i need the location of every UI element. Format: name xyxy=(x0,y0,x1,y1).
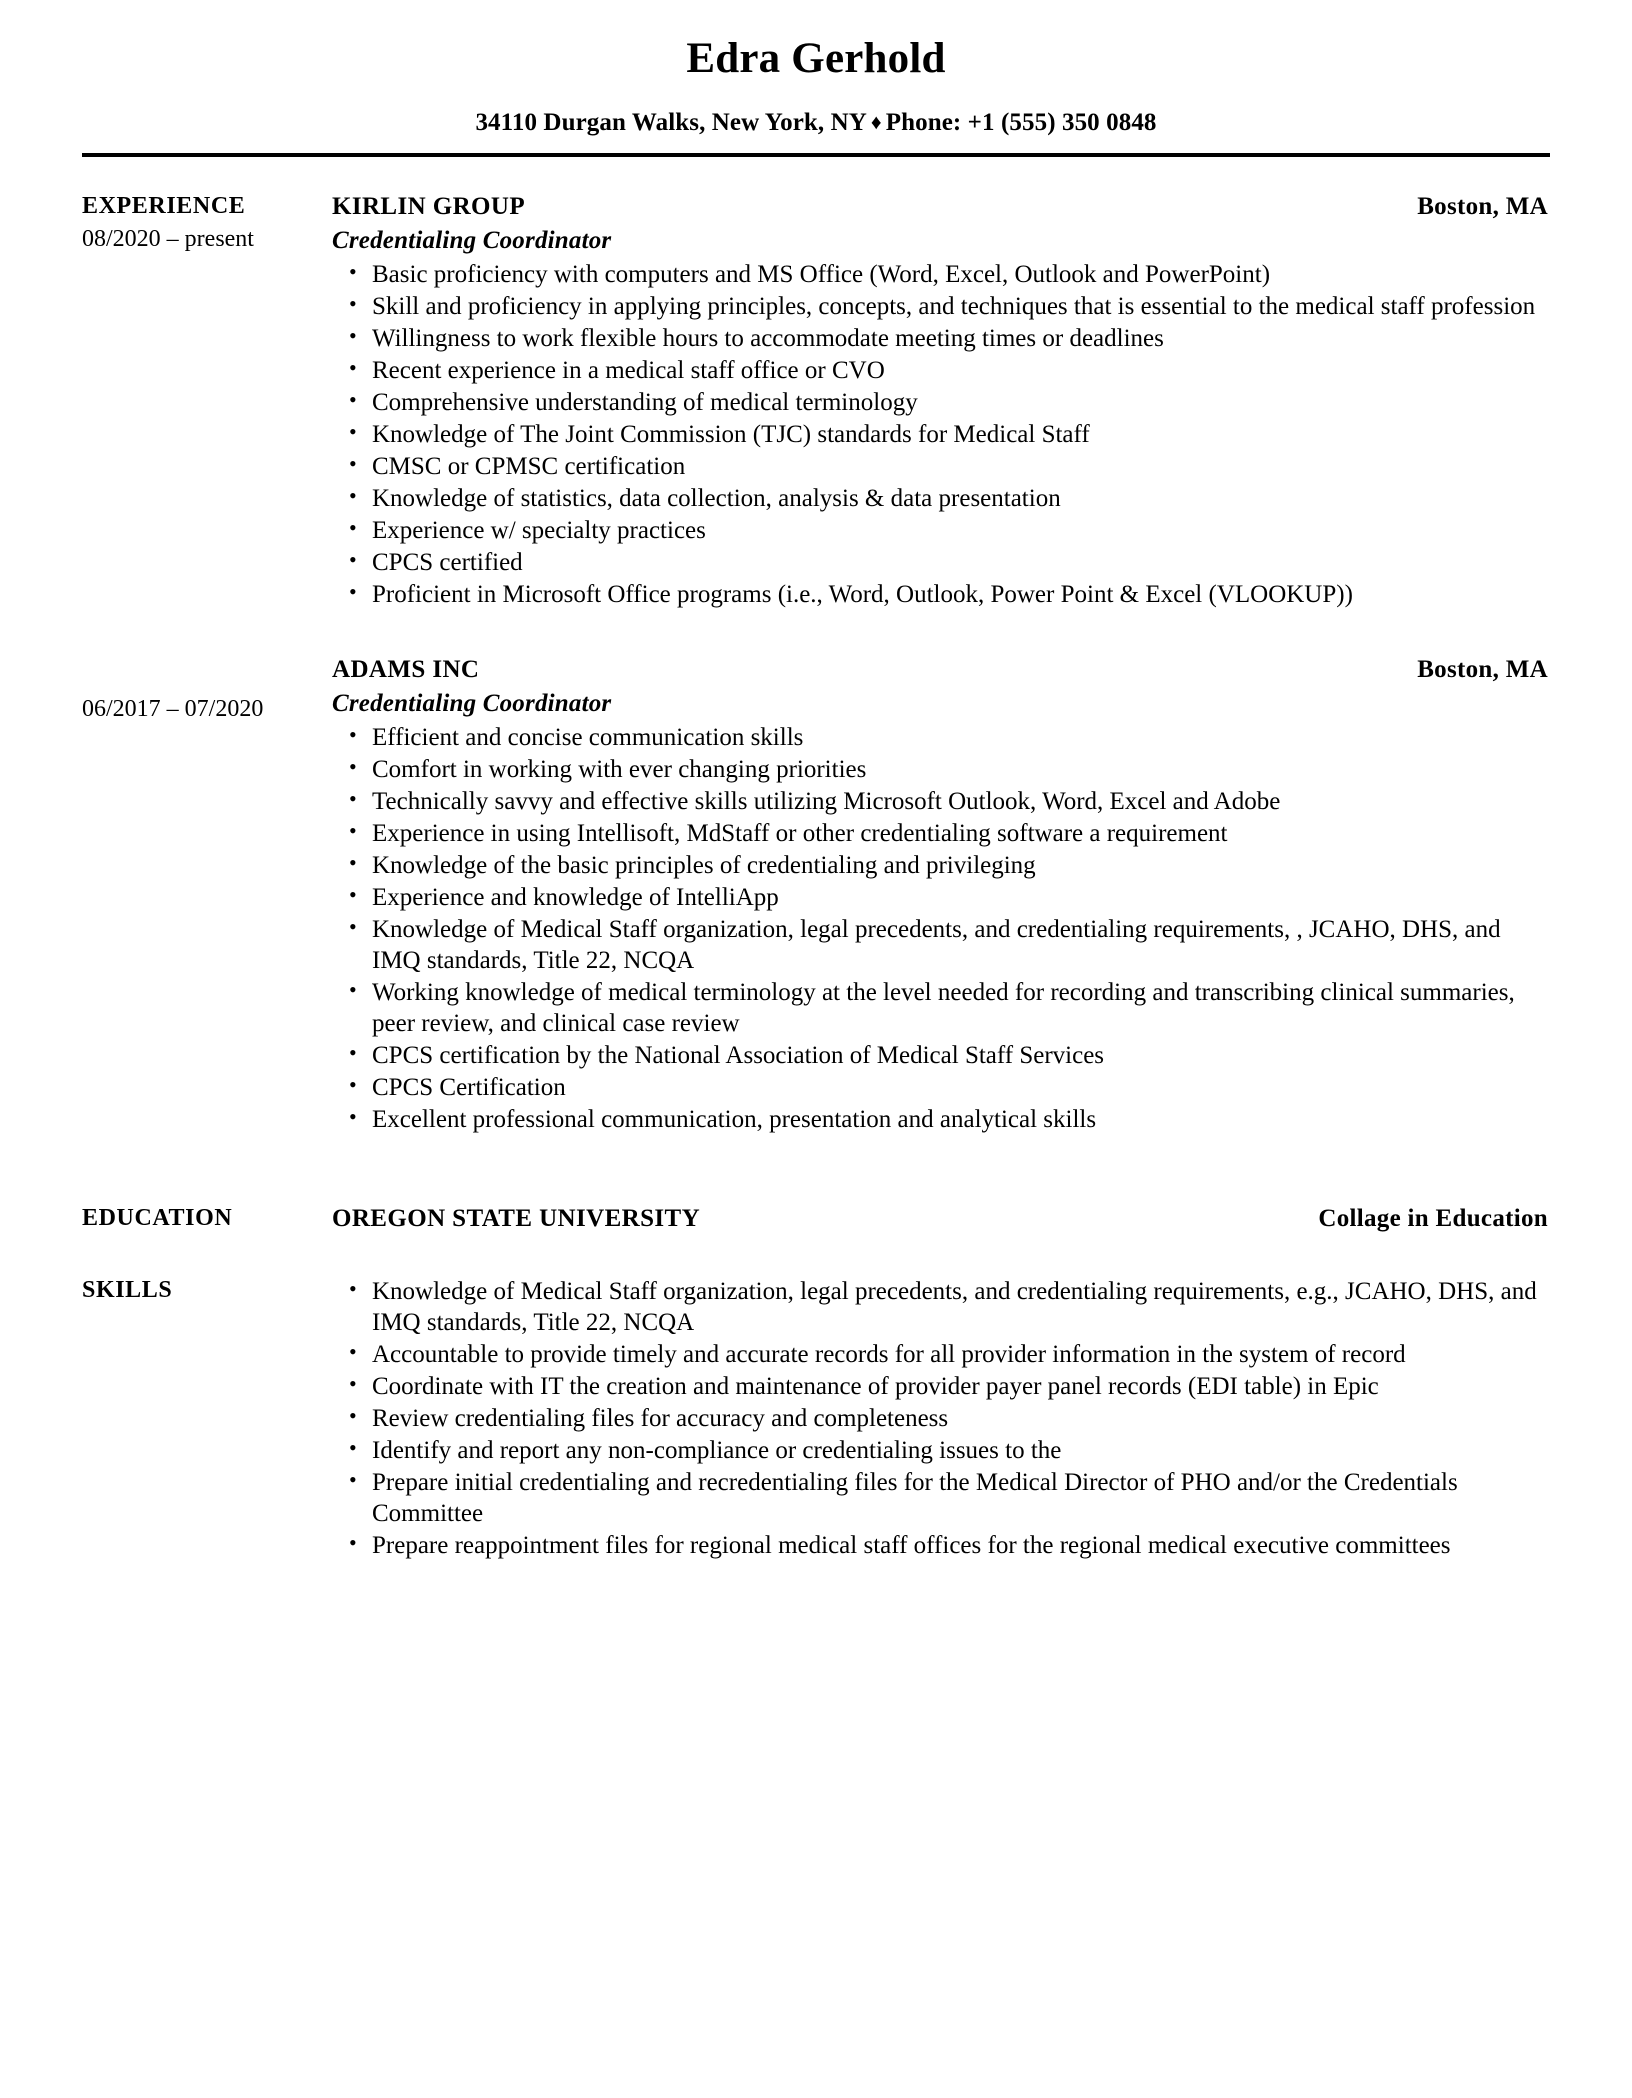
list-item: • Working knowledge of medical terminology at the level needed for recording and transcribing clinical summaries, peer review, and clinical case review xyxy=(332,977,1548,1039)
list-item: • Efficient and concise communication skills xyxy=(332,722,1548,753)
job-title: Credentialing Coordinator xyxy=(332,690,612,718)
job-location: Boston, MA xyxy=(1417,656,1548,684)
list-item: • Review credentialing files for accuracy and completeness xyxy=(332,1403,1548,1434)
education-section xyxy=(82,1205,1548,1233)
section-label-skills: SKILLS xyxy=(82,1277,173,1304)
skills-entry xyxy=(332,1275,1548,1561)
job-dates: 06/2017 – 07/2020 xyxy=(82,696,264,723)
education-degree: Collage in Education xyxy=(1318,1205,1548,1233)
skills-label-column xyxy=(82,1275,332,1304)
education-label-column xyxy=(82,1205,332,1232)
skills-section xyxy=(82,1275,1548,1561)
header-divider xyxy=(82,153,1550,157)
list-item: • CPCS certified xyxy=(332,547,1548,578)
list-item: • Basic proficiency with computers and MS Office (Word, Excel, Outlook and PowerPoint) xyxy=(332,259,1548,290)
list-item: • Prepare initial credentialing and recredentialing files for the Medical Director of PHO and/or the Credentials Committee xyxy=(332,1467,1548,1529)
list-item: • Knowledge of Medical Staff organization, legal precedents, and credentialing requirements, e.g., JCAHO, DHS, and IMQ standards, Title 22, NCQA xyxy=(332,1276,1548,1338)
job-dates: 08/2020 – present xyxy=(82,226,254,253)
list-item: • Proficient in Microsoft Office programs (i.e., Word, Outlook, Power Point & Excel (VLOOKUP)) xyxy=(332,579,1548,610)
experience-label-column xyxy=(82,193,332,253)
list-item: • Experience in using Intellisoft, MdStaff or other credentialing software a requirement xyxy=(332,818,1548,849)
resume-body xyxy=(0,193,1632,1561)
list-item: • Accountable to provide timely and accurate records for all provider information in the system of record xyxy=(332,1339,1548,1370)
spacer xyxy=(82,610,1548,656)
list-item: • Comfort in working with ever changing priorities xyxy=(332,754,1548,785)
list-item: • Knowledge of the basic principles of credentialing and privileging xyxy=(332,850,1548,881)
job-bullet-list xyxy=(332,259,1548,610)
experience-section-second xyxy=(82,656,1548,1135)
job-location: Boston, MA xyxy=(1417,193,1548,221)
job-entry xyxy=(332,656,1548,1135)
job-header xyxy=(332,656,1548,684)
list-item: • Experience w/ specialty practices xyxy=(332,515,1548,546)
contact-address: 34110 Durgan Walks, New York, NY xyxy=(475,109,867,137)
job-entry xyxy=(332,193,1548,610)
contact-line xyxy=(0,109,1632,137)
job-company: ADAMS INC xyxy=(332,656,480,684)
list-item: • Identify and report any non-compliance or credentialing issues to the xyxy=(332,1435,1548,1466)
section-label-experience: EXPERIENCE xyxy=(82,193,246,220)
list-item: • Excellent professional communication, presentation and analytical skills xyxy=(332,1104,1548,1135)
spacer xyxy=(82,1233,1548,1275)
contact-phone: Phone: +1 (555) 350 0848 xyxy=(885,109,1157,137)
list-item: • Knowledge of statistics, data collection, analysis & data presentation xyxy=(332,483,1548,514)
education-entry xyxy=(332,1205,1548,1233)
list-item: • CPCS Certification xyxy=(332,1072,1548,1103)
education-school: OREGON STATE UNIVERSITY xyxy=(332,1205,701,1233)
job-header xyxy=(332,193,1548,221)
list-item: • Comprehensive understanding of medical terminology xyxy=(332,387,1548,418)
list-item: • CMSC or CPMSC certification xyxy=(332,451,1548,482)
spacer xyxy=(82,1135,1548,1205)
list-item: • Experience and knowledge of IntelliApp xyxy=(332,882,1548,913)
candidate-name: Edra Gerhold xyxy=(686,35,946,82)
list-item: • Technically savvy and effective skills utilizing Microsoft Outlook, Word, Excel and Adobe xyxy=(332,786,1548,817)
list-item: • CPCS certification by the National Association of Medical Staff Services xyxy=(332,1040,1548,1071)
resume-header xyxy=(0,0,1632,157)
job-title: Credentialing Coordinator xyxy=(332,227,612,255)
job-bullet-list xyxy=(332,722,1548,1135)
experience-section xyxy=(82,193,1548,610)
list-item: • Knowledge of The Joint Commission (TJC) standards for Medical Staff xyxy=(332,419,1548,450)
list-item: • Recent experience in a medical staff office or CVO xyxy=(332,355,1548,386)
experience-label-column-second xyxy=(82,656,332,723)
job-company: KIRLIN GROUP xyxy=(332,193,526,221)
list-item: • Prepare reappointment files for regional medical staff offices for the regional medical executive committees xyxy=(332,1530,1548,1561)
list-item: • Skill and proficiency in applying principles, concepts, and techniques that is essential to the medical staff profession xyxy=(332,291,1548,322)
list-item: • Knowledge of Medical Staff organization, legal precedents, and credentialing requirements, , JCAHO, DHS, and IMQ standards, Title 22, NCQA xyxy=(332,914,1548,976)
list-item: • Coordinate with IT the creation and maintenance of provider payer panel records (EDI table) in Epic xyxy=(332,1371,1548,1402)
skills-bullet-list xyxy=(332,1276,1548,1561)
diamond-separator-icon: ♦ xyxy=(870,110,882,135)
section-label-education: EDUCATION xyxy=(82,1205,233,1232)
list-item: • Willingness to work flexible hours to accommodate meeting times or deadlines xyxy=(332,323,1548,354)
education-header xyxy=(332,1205,1548,1233)
